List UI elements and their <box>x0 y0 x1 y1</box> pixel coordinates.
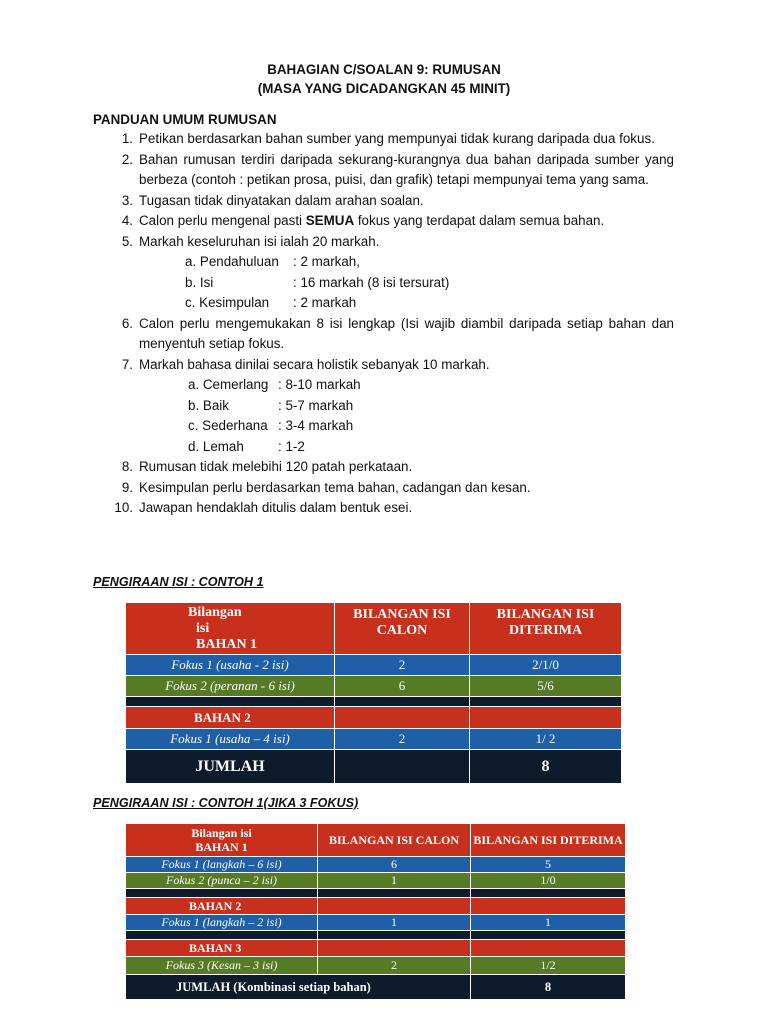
list-item <box>93 314 674 355</box>
row-label: Fokus 1 (usaha - 2 isi) <box>126 655 335 676</box>
list-text-emphasis: SEMUA <box>305 213 355 228</box>
list-number: 4. <box>121 213 133 228</box>
breakdown-label: c. Kesimpulan <box>185 295 270 310</box>
spacer-row <box>126 889 626 898</box>
list-text: Markah keseluruhan isi ialah 20 markah. <box>139 233 380 249</box>
language-breakdown <box>188 375 674 457</box>
table-row <box>126 707 622 729</box>
list-item <box>93 457 674 478</box>
total-value: 8 <box>470 750 622 784</box>
row-calon: 1 <box>318 873 471 889</box>
row-diterima: 5 <box>471 857 626 873</box>
breakdown-label: b. Baik <box>188 397 229 413</box>
breakdown-row <box>188 416 674 437</box>
marks-breakdown <box>185 252 674 314</box>
example1-heading: PENGIRAAN ISI : CONTOH 1 <box>93 575 264 589</box>
breakdown-row <box>185 273 674 294</box>
breakdown-row <box>188 396 674 417</box>
row-calon <box>318 940 471 957</box>
row-label: Fokus 3 (Kesan – 3 isi) <box>126 957 318 975</box>
list-text: Markah bahasa dinilai secara holistik sebanyak 10 markah. <box>139 356 490 372</box>
list-item <box>93 232 674 253</box>
list-number: 2. <box>121 151 133 167</box>
list-item <box>93 355 674 376</box>
header-line: Bilangan <box>188 604 242 620</box>
row-calon: 2 <box>318 957 471 975</box>
header-line: isi <box>196 620 210 636</box>
list-text: Kesimpulan perlu berdasarkan tema bahan, cadangan dan kesan. <box>139 479 531 495</box>
list-number: 10. <box>114 500 133 515</box>
total-label: JUMLAH <box>126 750 335 784</box>
header-line: Bilangan isi <box>191 826 252 840</box>
breakdown-row <box>188 375 674 396</box>
row-calon: 6 <box>318 857 471 873</box>
header-cell: BILANGAN ISI CALON <box>318 824 471 857</box>
row-calon <box>335 707 470 729</box>
list-item <box>93 211 674 232</box>
header-cell: BILANGAN ISI DITERIMA <box>471 824 626 857</box>
header-line: BAHAN 1 <box>196 636 258 652</box>
row-calon: 2 <box>335 655 470 676</box>
total-row <box>126 975 626 1000</box>
row-diterima <box>471 940 626 957</box>
breakdown-label: a. Cemerlang <box>188 377 269 392</box>
header-line: BAHAN 1 <box>195 840 248 854</box>
spacer-row <box>126 697 622 707</box>
row-calon <box>318 898 471 915</box>
list-text: Rumusan tidak melebihi 120 patah perkataan. <box>139 459 413 474</box>
list-text: Petikan berdasarkan bahan sumber yang mempunyai tidak kurang daripada dua fokus. <box>139 131 655 146</box>
row-label: Fokus 1 (usaha – 4 isi) <box>126 729 335 750</box>
list-item <box>93 478 674 499</box>
total-value: 8 <box>471 975 626 1000</box>
page-subtitle: (MASA YANG DICADANGKAN 45 MINIT) <box>257 81 511 96</box>
header-cell: BILANGAN ISI DITERIMA <box>470 603 622 655</box>
table-row <box>126 957 626 975</box>
list-text: Calon perlu mengenal pasti <box>139 213 306 228</box>
breakdown-value: : 1-2 <box>278 438 305 454</box>
row-label: BAHAN 2 <box>126 898 318 915</box>
table-row <box>126 898 626 915</box>
guide-list <box>93 129 674 519</box>
list-text: fokus yang terdapat dalam semua bahan. <box>354 213 605 228</box>
list-item <box>93 150 674 191</box>
list-text: Jawapan hendaklah ditulis dalam bentuk esei. <box>139 500 413 515</box>
breakdown-label: d. Lemah <box>188 438 244 454</box>
example2-heading: PENGIRAAN ISI : CONTOH 1(JIKA 3 FOKUS) <box>93 796 359 810</box>
breakdown-label: c. Sederhana <box>188 418 268 433</box>
guide-heading: PANDUAN UMUM RUMUSAN <box>93 112 277 127</box>
header-cell <box>126 824 318 857</box>
row-diterima <box>471 898 626 915</box>
example2-table <box>125 823 626 1000</box>
row-calon: 6 <box>335 676 470 697</box>
list-number: 7. <box>121 356 133 372</box>
list-item <box>93 129 674 150</box>
list-item <box>93 498 674 519</box>
table-row <box>126 940 626 957</box>
table-header-row <box>126 824 626 857</box>
breakdown-value: : 2 markah <box>293 295 357 310</box>
list-number: 9. <box>121 479 133 495</box>
total-label: JUMLAH (Kombinasi setiap bahan) <box>126 975 471 1000</box>
breakdown-value: : 2 markah, <box>293 254 360 269</box>
row-label: Fokus 2 (peranan - 6 isi) <box>126 676 335 697</box>
list-text: Calon perlu mengemukakan 8 isi lengkap (Isi wajib diambil daripada setiap bahan dan menyentuh setiap fokus. <box>139 315 674 351</box>
breakdown-value: : 8-10 markah <box>278 377 361 392</box>
breakdown-row <box>185 293 674 314</box>
row-diterima <box>470 707 622 729</box>
header-cell: BILANGAN ISI CALON <box>335 603 470 655</box>
row-diterima: 1/2 <box>471 957 626 975</box>
page-title: BAHAGIAN C/SOALAN 9: RUMUSAN <box>267 62 501 77</box>
row-diterima: 1/ 2 <box>470 729 622 750</box>
table-row <box>126 857 626 873</box>
breakdown-value: : 16 markah (8 isi tersurat) <box>293 274 450 290</box>
table-row <box>126 915 626 931</box>
table-header-row <box>126 603 622 655</box>
breakdown-row <box>188 437 674 458</box>
row-label: Fokus 1 (langkah – 6 isi) <box>126 857 318 873</box>
row-label: Fokus 2 (punca – 2 isi) <box>126 873 318 889</box>
row-diterima: 5/6 <box>470 676 622 697</box>
list-number: 6. <box>121 315 133 331</box>
example1-table <box>125 602 622 784</box>
table-row <box>126 655 622 676</box>
row-label: Fokus 1 (langkah – 2 isi) <box>126 915 318 931</box>
list-text: Tugasan tidak dinyatakan dalam arahan soalan. <box>139 192 424 208</box>
spacer-row <box>126 931 626 940</box>
breakdown-label: a. Pendahuluan <box>185 254 279 269</box>
list-number: 8. <box>121 459 133 474</box>
table-row <box>126 676 622 697</box>
row-calon: 1 <box>318 915 471 931</box>
list-number: 5. <box>121 233 133 249</box>
list-text: Bahan rumusan terdiri daripada sekurang-kurangnya dua bahan daripada sumber yang berbeza (contoh : petikan prosa, puisi, dan grafik) tetapi mempunyai tema yang sama. <box>139 151 674 187</box>
row-diterima: 1 <box>471 915 626 931</box>
breakdown-value: : 5-7 markah <box>278 397 354 413</box>
row-diterima: 1/0 <box>471 873 626 889</box>
row-label: BAHAN 3 <box>126 940 318 957</box>
table-row <box>126 729 622 750</box>
breakdown-value: : 3-4 markah <box>278 418 354 433</box>
breakdown-label: b. Isi <box>185 274 214 290</box>
list-number: 1. <box>121 131 133 146</box>
list-number: 3. <box>121 192 133 208</box>
table-row <box>126 873 626 889</box>
list-item <box>93 191 674 212</box>
row-diterima: 2/1/0 <box>470 655 622 676</box>
row-calon: 2 <box>335 729 470 750</box>
breakdown-row <box>185 252 674 273</box>
total-row <box>126 750 622 784</box>
row-label: BAHAN 2 <box>126 707 335 729</box>
header-cell <box>126 603 335 655</box>
